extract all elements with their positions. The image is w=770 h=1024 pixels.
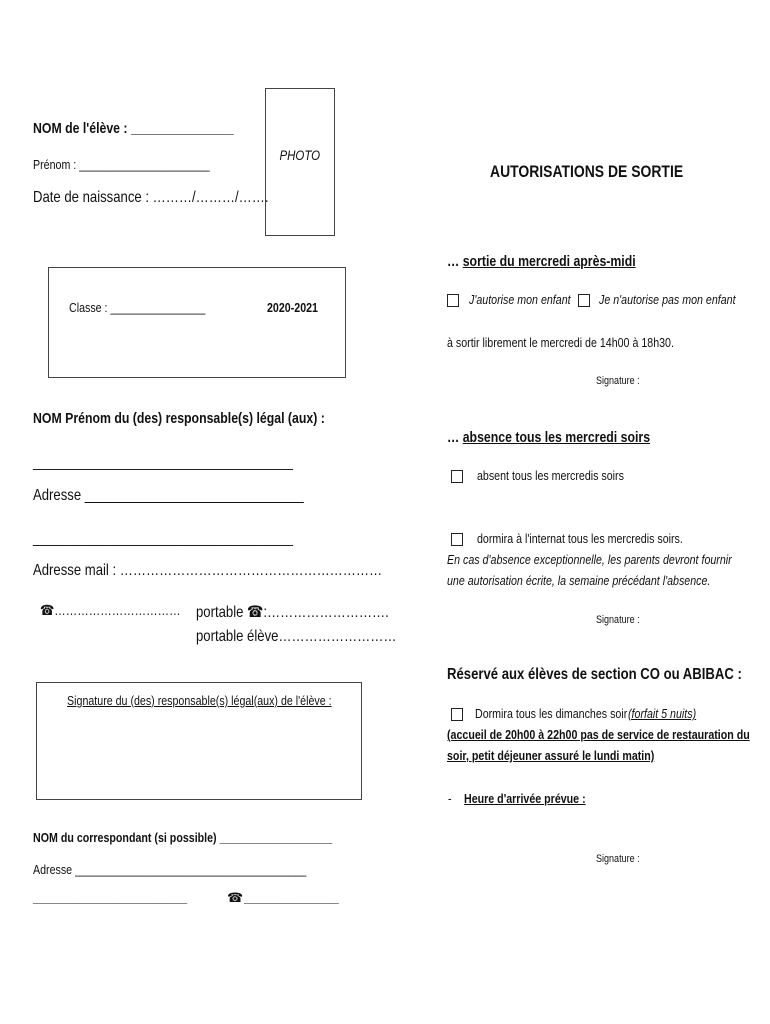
correspondant-phone-right: ________________ bbox=[244, 890, 339, 905]
signature-box-label: Signature du (des) responsable(s) légal(aux) de l'élève : bbox=[66, 693, 332, 708]
section2-note1-text: En cas d'absence exceptionnelle, les parents devront fournir bbox=[447, 552, 732, 567]
photo-label: PHOTO bbox=[279, 147, 321, 163]
correspondant-nom-label: NOM du correspondant (si possible) ___________________ bbox=[33, 830, 333, 845]
option-internat-label: dormira à l'internat tous les mercredis soirs. bbox=[476, 531, 683, 546]
section2-title-text: absence tous les mercredi soirs bbox=[462, 429, 651, 446]
photo-box bbox=[265, 88, 335, 236]
section2-note2 bbox=[447, 573, 768, 588]
phone-icon: ☎…………………………… bbox=[40, 602, 181, 618]
page-title bbox=[490, 162, 726, 182]
page-title-text: AUTORISATIONS DE SORTIE bbox=[490, 162, 684, 181]
student-prenom-label: Prénom : ______________________ bbox=[33, 157, 210, 172]
signature-box bbox=[36, 682, 362, 800]
responsable-title bbox=[33, 410, 389, 427]
responsable-phone bbox=[40, 602, 211, 619]
checkbox-autorise[interactable] bbox=[447, 294, 459, 307]
option-dimanche-label: Dormira tous les dimanches soir bbox=[474, 706, 627, 721]
responsable-adresse bbox=[33, 487, 363, 505]
student-nom bbox=[33, 120, 278, 137]
signature-1-label: Signature : bbox=[596, 375, 640, 387]
section1-options bbox=[447, 292, 593, 307]
portable-label: portable ☎:………………………. bbox=[196, 604, 389, 621]
section1-title-text: sortie du mercredi après-midi bbox=[462, 253, 636, 270]
responsable-line2 bbox=[33, 530, 350, 547]
section3-bold1 bbox=[447, 727, 770, 742]
signature-2-label: Signature : bbox=[596, 614, 640, 626]
responsable-portable bbox=[196, 602, 431, 622]
signature-3 bbox=[596, 853, 649, 865]
section2-option2 bbox=[451, 531, 728, 546]
responsable-portable-eleve bbox=[196, 628, 441, 646]
classe-box bbox=[48, 267, 346, 378]
responsable-mail-label: Adresse mail : …………………………………………………… bbox=[33, 562, 383, 579]
checkbox-nautorise[interactable] bbox=[578, 294, 590, 307]
correspondant-phone-icon-wrap bbox=[227, 890, 243, 906]
bullet-dash: - bbox=[448, 791, 452, 806]
option-absent-label: absent tous les mercredis soirs bbox=[476, 468, 624, 483]
section2-option1 bbox=[451, 468, 656, 483]
correspondant-adresse bbox=[33, 862, 366, 877]
section3-title bbox=[447, 666, 770, 684]
section2-note1 bbox=[447, 552, 770, 567]
checkbox-internat[interactable] bbox=[451, 533, 463, 546]
checkbox-absent[interactable] bbox=[451, 470, 463, 483]
responsable-mail bbox=[33, 562, 459, 580]
correspondant-phone-left: __________________________ bbox=[33, 890, 188, 905]
section3-forfait bbox=[628, 706, 711, 721]
correspondant-nom bbox=[33, 830, 398, 845]
responsable-line1 bbox=[33, 454, 350, 471]
option-autorise-label: J'autorise mon enfant bbox=[468, 292, 571, 307]
section2-note2-text: une autorisation écrite, la semaine précédant l'absence. bbox=[447, 573, 711, 588]
signature-3-label: Signature : bbox=[596, 853, 640, 865]
section1-prefix: … bbox=[447, 253, 463, 270]
section1-option2 bbox=[578, 292, 765, 307]
checkbox-dimanche[interactable] bbox=[451, 708, 463, 721]
student-prenom bbox=[33, 157, 248, 172]
section3-bold2 bbox=[447, 748, 700, 763]
portable-eleve-label: portable élève……………………… bbox=[196, 628, 397, 645]
correspondant-phone-right-wrap bbox=[244, 890, 360, 905]
correspondant-phone bbox=[33, 890, 221, 905]
section3-heure bbox=[448, 791, 612, 806]
classe-label: Classe : ________________ bbox=[69, 300, 206, 315]
signature-1 bbox=[596, 375, 649, 387]
section2-title bbox=[447, 429, 695, 446]
section3-bold2-text: soir, petit déjeuner assuré le lundi matin) bbox=[447, 748, 655, 763]
responsable-adresse-label: Adresse ______________________________ bbox=[33, 487, 304, 504]
forfait-label: (forfait 5 nuits) bbox=[628, 706, 697, 721]
section3-title-text: Réservé aux élèves de section CO ou ABIBAC : bbox=[447, 666, 742, 683]
section3-bold1-text: (accueil de 20h00 à 22h00 pas de service de restauration du bbox=[447, 727, 750, 742]
phone-icon: ☎ bbox=[227, 890, 244, 905]
section1-text bbox=[447, 335, 724, 350]
heure-arrivee-label: Heure d'arrivée prévue : bbox=[463, 791, 586, 806]
option-nautorise-label: Je n'autorise pas mon enfant bbox=[598, 292, 736, 307]
student-naissance-label: Date de naissance : ………/………/……. bbox=[33, 189, 269, 206]
responsable-title-label: NOM Prénom du (des) responsable(s) légal (aux) : bbox=[33, 410, 325, 427]
school-year: 2020-2021 bbox=[267, 300, 318, 315]
signature-2 bbox=[596, 614, 649, 626]
responsable-line2-text: ______________________________________ bbox=[33, 530, 293, 547]
section2-prefix: … bbox=[447, 429, 463, 446]
section1-title bbox=[447, 253, 677, 270]
responsable-line1-text: ______________________________________ bbox=[33, 454, 293, 471]
section1-text-label: à sortir librement le mercredi de 14h00 à 18h30. bbox=[447, 335, 674, 350]
correspondant-adresse-label: Adresse _______________________________________ bbox=[33, 862, 307, 877]
student-nom-label: NOM de l'élève : _______________ bbox=[33, 120, 234, 137]
